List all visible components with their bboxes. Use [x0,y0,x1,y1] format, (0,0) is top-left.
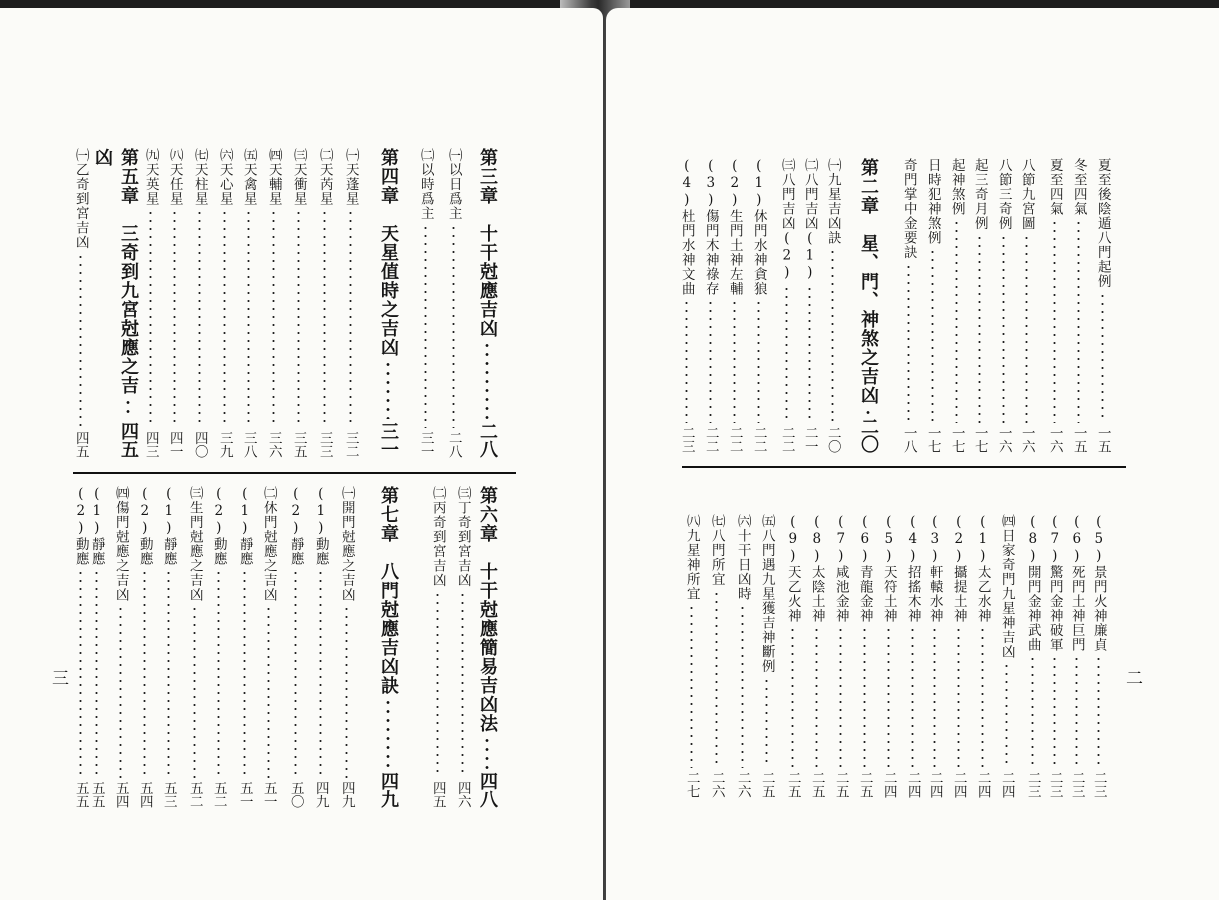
toc-entry-title: (2)動應 [72,486,89,566]
dot-leader [193,605,196,778]
dot-leader [386,698,390,769]
dot-leader [436,591,439,779]
toc-entry [259,486,277,808]
toc-entry-title: (6)死門土神巨門 [1068,514,1085,652]
toc-entry [239,148,257,458]
toc-entry-title: ㈡休門尅應之吉凶 [260,486,277,602]
toc-entry [71,148,89,458]
toc-page-number: 四九 [338,781,355,808]
dot-leader [757,299,760,423]
toc-entry-title: (7)驚門金神破軍 [1046,514,1063,652]
toc-page-number: 二二 [702,426,719,453]
dot-leader [294,569,297,778]
toc-entry-title: ㈠開門尅應之吉凶 [338,486,355,602]
toc-page-number: 二三 [1068,771,1085,798]
dot-leader [785,285,788,424]
toc-entry [1023,514,1041,798]
page-number: 三 [52,669,69,689]
toc-page-number: 一六 [1018,426,1035,453]
toc-entry [1045,158,1063,453]
toc-entry [135,486,153,808]
toc-entry-title: (8)太陰土神 [808,514,825,623]
toc-chapter-entry [376,148,400,458]
toc-entry [997,514,1015,798]
dot-leader [267,605,270,778]
dot-leader [173,209,176,428]
toc-page-number: 三八 [240,431,257,458]
toc-chapter-entry [856,158,880,453]
toc-entry-title: ㈦天柱星 [191,148,208,206]
toc-entry [215,148,233,458]
toc-page-number: 四〇 [191,431,208,458]
toc-entry-title: (1)休門水神貪狼 [750,158,767,296]
toc-entry [341,148,359,458]
toc-page-number: 二二 [726,426,743,453]
toc-entry-title: (1)靜應 [236,486,253,566]
toc-entry-title: ㈠九星吉凶訣 [824,158,841,245]
section-divider [73,472,516,474]
toc-entry [701,158,719,453]
toc-page-number: 三二 [342,431,359,458]
toc-page-number: 二七 [683,771,700,798]
toc-entry [879,514,897,798]
toc-page-number: 二四 [904,771,921,798]
toc-page-number: 一五 [1094,426,1111,453]
toc-entry-title: 第五章 三奇到九宮尅應之吉 [118,148,139,395]
toc-page-number: 一七 [924,426,941,453]
toc-entry [141,148,159,458]
toc-entry [973,514,991,798]
toc-entry-title: 第四章 天星值時之吉凶 [378,148,399,357]
toc-entry [925,514,943,798]
toc-entry [264,148,282,458]
toc-page-number: 二三 [678,426,695,453]
toc-entry-title: (4)招搖木神 [904,514,921,623]
toc-page-number: 四六 [454,781,471,808]
dot-leader [741,604,744,768]
toc-page-number: 一六 [1046,426,1063,453]
dot-leader [911,626,914,768]
toc-entry [444,148,462,458]
toc-entry [831,514,849,798]
toc-entry-title: ㈢生門尅應之吉凶 [186,486,203,602]
toc-entry [235,486,253,808]
toc-entry [1069,158,1087,453]
dot-leader [143,569,146,778]
toc-entry [994,158,1012,453]
toc-entry [428,486,446,808]
dot-leader [791,626,794,768]
toc-page-number: 五一 [236,781,253,808]
toc-page-number: 三五 [290,431,307,458]
section-divider [682,466,1126,468]
dot-leader [424,224,427,429]
dot-leader [1002,234,1005,424]
toc-page-number: 一五 [1070,426,1087,453]
toc-entry-title: ㈥天心星 [216,148,233,206]
toc-page-number: 三九 [216,431,233,458]
toc-page-number: 二四 [974,771,991,798]
toc-entry [800,158,818,453]
dot-leader [933,626,936,768]
dot-leader [297,209,300,428]
toc-entry-title: 第三章 十干尅應吉凶 [477,148,498,338]
toc-entry [682,514,700,798]
toc-page-number: 四五 [118,422,139,458]
toc-entry [416,148,434,458]
toc-page-number: 四三 [142,431,159,458]
toc-entry-title: (5)景門火神廉貞 [1090,514,1107,652]
dot-leader [149,209,152,428]
toc-entry [707,514,725,798]
toc-entry-title: 八節三奇例 [995,158,1012,231]
dot-leader [1077,219,1080,423]
toc-entry-title: ㈧九星神所宜 [683,514,700,601]
toc-chapter-entry [376,486,400,808]
dot-leader [1053,655,1056,768]
dot-leader [1005,662,1008,768]
dot-leader [79,569,82,778]
toc-entry [87,486,105,808]
dot-leader [345,605,348,778]
dot-leader [715,590,718,769]
toc-page-number: 四九 [378,772,399,808]
toc-entry-title: ㈣天輔星 [265,148,282,206]
dot-leader [79,253,82,429]
dot-leader [955,219,958,423]
toc-page-number: 三一 [378,422,399,458]
toc-page-number: 二三 [1024,771,1041,798]
toc-entry [1067,514,1085,798]
toc-entry [311,486,329,808]
dot-leader [765,677,768,769]
toc-page-number: 五四 [112,781,129,808]
toc-page-number: 五二 [186,781,203,808]
toc-page-number: 五三 [160,781,177,808]
toc-entry [1089,514,1107,798]
toc-page-number: 四五 [72,431,89,458]
toc-page-number: 二四 [926,771,943,798]
dot-leader [247,209,250,428]
toc-entry-title: 奇門掌中金要訣 [900,158,917,260]
toc-entry [1093,158,1111,453]
toc-entry [923,158,941,453]
toc-entry [315,148,333,458]
toc-entry [190,148,208,458]
toc-entry-title: ㈣傷門尅應之吉凶 [112,486,129,602]
toc-entry-title: (8)開門金神武曲 [1024,514,1041,652]
dot-leader [1075,655,1078,768]
toc-entry-title: (7)咸池金神 [832,514,849,623]
toc-entry [725,158,743,453]
toc-entry-title: ㈥十干日凶時 [734,514,751,601]
toc-entry-title: (2)動應 [210,486,227,566]
toc-entry [757,514,775,798]
toc-entry-title: ㈡丙奇到宮吉凶 [429,486,446,588]
toc-page-number: 四八 [477,772,498,808]
right-page [606,8,1219,900]
toc-entry-title: (5)天符土神 [880,514,897,623]
dot-leader [839,626,842,768]
toc-entry-title: ㈢天衝星 [290,148,307,206]
toc-entry [677,158,695,453]
dot-leader [323,209,326,428]
toc-page-number: 二五 [832,771,849,798]
toc-page-number: 二一 [801,426,818,453]
dot-leader [167,569,170,778]
toc-page-number: 二五 [856,771,873,798]
toc-entry-title: ㈦八門所宜 [708,514,725,587]
page-number: 二 [1126,669,1143,689]
toc-entry-title: ㈤八門遇九星獲吉神斷例 [758,514,775,674]
dot-leader [1025,234,1028,424]
toc-entry [209,486,227,808]
toc-page-number: 二六 [708,771,725,798]
dot-leader [95,569,98,778]
toc-entry-title: 日時犯神煞例 [924,158,941,245]
toc-page-number: 二二 [778,426,795,453]
toc-entry-title: ㈢丁奇到宮吉凶 [454,486,471,588]
toc-entry [165,148,183,458]
dot-leader [461,591,464,779]
toc-entry-title: 夏至後陰遁八門起例 [1094,158,1111,289]
dot-leader [119,605,122,778]
dot-leader [866,408,870,414]
toc-entry-title: (4)杜門水神文曲 [678,158,695,296]
toc-entry [733,514,751,798]
toc-entry-title: ㈧天任星 [166,148,183,206]
dot-leader [831,248,834,423]
dot-leader [319,569,322,778]
toc-entry-title: (9)天乙火神 [784,514,801,623]
toc-page-number: 二三 [1090,771,1107,798]
toc-chapter-entry [475,148,499,458]
toc-page-number: 二五 [808,771,825,798]
toc-entry [947,158,965,453]
toc-page-number: 二五 [758,771,775,798]
dot-leader [126,398,130,419]
toc-page-number: 二二 [750,426,767,453]
toc-entry-title: 凶 [92,148,113,167]
toc-page-number: 五〇 [287,781,304,808]
toc-page-number: 二四 [998,771,1015,798]
toc-entry-title: 起三奇月例 [971,158,988,231]
toc-entry [749,158,767,453]
toc-page-number: 四九 [312,781,329,808]
toc-entry-title: (3)軒轅水神 [926,514,943,623]
toc-chapter-entry [475,486,499,808]
toc-entry-title: 第二章 星、門、神煞之吉凶 [858,158,879,405]
toc-entry [949,514,967,798]
toc-entry [71,486,89,808]
toc-page-number: 二八 [477,422,498,458]
toc-chapter-entry [116,148,140,458]
toc-entry-title: ㈢八門吉凶(2) [778,158,795,282]
toc-entry [899,158,917,453]
toc-entry [289,148,307,458]
toc-entry-title: 冬至四氣 [1070,158,1087,216]
toc-entry-title: (2)動應 [136,486,153,566]
dot-leader [931,248,934,423]
toc-entry-title: (2)靜應 [287,486,304,566]
toc-entry-title: (1)靜應 [160,486,177,566]
toc-page-number: 二八 [445,431,462,458]
dot-leader [733,299,736,423]
toc-page-number: 一八 [900,426,917,453]
toc-entry-title: ㈡以時爲主 [417,148,434,221]
toc-entry-title: ㈣日家奇門九星神吉凶 [998,514,1015,659]
toc-entry [453,486,471,808]
toc-chapter-entry [90,148,114,167]
toc-entry [855,514,873,798]
dot-leader [386,360,390,419]
toc-entry-title: 第六章 十干尅應簡易吉凶法 [477,486,498,733]
dot-leader [690,604,693,768]
toc-entry [970,158,988,453]
toc-page-number: 四一 [166,431,183,458]
toc-entry-title: (2)攝提土神 [950,514,967,623]
toc-entry [903,514,921,798]
dot-leader [223,209,226,428]
left-page [0,8,603,900]
toc-entry [783,514,801,798]
dot-leader [709,299,712,423]
toc-entry-title: (1)太乙水神 [974,514,991,623]
toc-entry [807,514,825,798]
dot-leader [808,285,811,424]
dot-leader [887,626,890,768]
toc-entry [777,158,795,453]
toc-entry-title: (1)靜應 [88,486,105,566]
toc-entry [185,486,203,808]
toc-entry-title: 第七章 八門尅應吉凶訣 [378,486,399,695]
dot-leader [1101,292,1104,424]
dot-leader [1053,219,1056,423]
toc-page-number: 五四 [136,781,153,808]
toc-entry-title: ㈡八門吉凶(1) [801,158,818,282]
toc-entry-title: ㈨天英星 [142,148,159,206]
toc-entry-title: 八節九宮圖 [1018,158,1035,231]
toc-entry-title: (1)動應 [312,486,329,566]
toc-page-number: 一七 [948,426,965,453]
toc-page-number: 一六 [995,426,1012,453]
toc-page-number: 二三 [1046,771,1063,798]
toc-entry-title: ㈠天蓬星 [342,148,359,206]
toc-entry-title: ㈡天芮星 [316,148,333,206]
toc-page-number: 二六 [734,771,751,798]
toc-entry [823,158,841,453]
toc-entry-title: ㈤天禽星 [240,148,257,206]
toc-page-number: 二四 [950,771,967,798]
toc-entry [1045,514,1063,798]
dot-leader [907,263,910,424]
toc-entry [159,486,177,808]
toc-entry-title: (6)青龍金神 [856,514,873,623]
dot-leader [198,209,201,428]
toc-page-number: 四五 [429,781,446,808]
toc-entry [286,486,304,808]
dot-leader [685,299,688,423]
toc-page-number: 三六 [265,431,282,458]
toc-entry-title: 起神煞例 [948,158,965,216]
dot-leader [957,626,960,768]
dot-leader [485,341,489,419]
dot-leader [1031,655,1034,768]
toc-entry [111,486,129,808]
toc-page-number: 二四 [880,771,897,798]
toc-page-number: 三一 [417,431,434,458]
toc-page-number: 二〇 [858,417,879,453]
toc-entry-title: (2)生門土神左輔 [726,158,743,296]
toc-entry [1017,158,1035,453]
dot-leader [272,209,275,428]
toc-page-number: 五二 [210,781,227,808]
dot-leader [981,626,984,768]
dot-leader [978,234,981,424]
toc-page-number: 二〇 [824,426,841,453]
toc-page-number: 二五 [784,771,801,798]
toc-entry-title: ㈠以日爲主 [445,148,462,221]
dot-leader [217,569,220,778]
toc-page-number: 一七 [971,426,988,453]
dot-leader [1097,655,1100,768]
dot-leader [485,736,489,769]
toc-entry-title: (3)傷門木神祿存 [702,158,719,296]
dot-leader [243,569,246,778]
dot-leader [452,224,455,429]
toc-entry [337,486,355,808]
toc-entry-title: 夏至四氣 [1046,158,1063,216]
toc-entry-title: ㈠乙奇到宮吉凶 [72,148,89,250]
toc-page-number: 五一 [260,781,277,808]
dot-leader [349,209,352,428]
dot-leader [815,626,818,768]
dot-leader [863,626,866,768]
toc-page-number: 三三 [316,431,333,458]
toc-page-number: 五五 [72,781,89,808]
toc-page-number: 五五 [88,781,105,808]
